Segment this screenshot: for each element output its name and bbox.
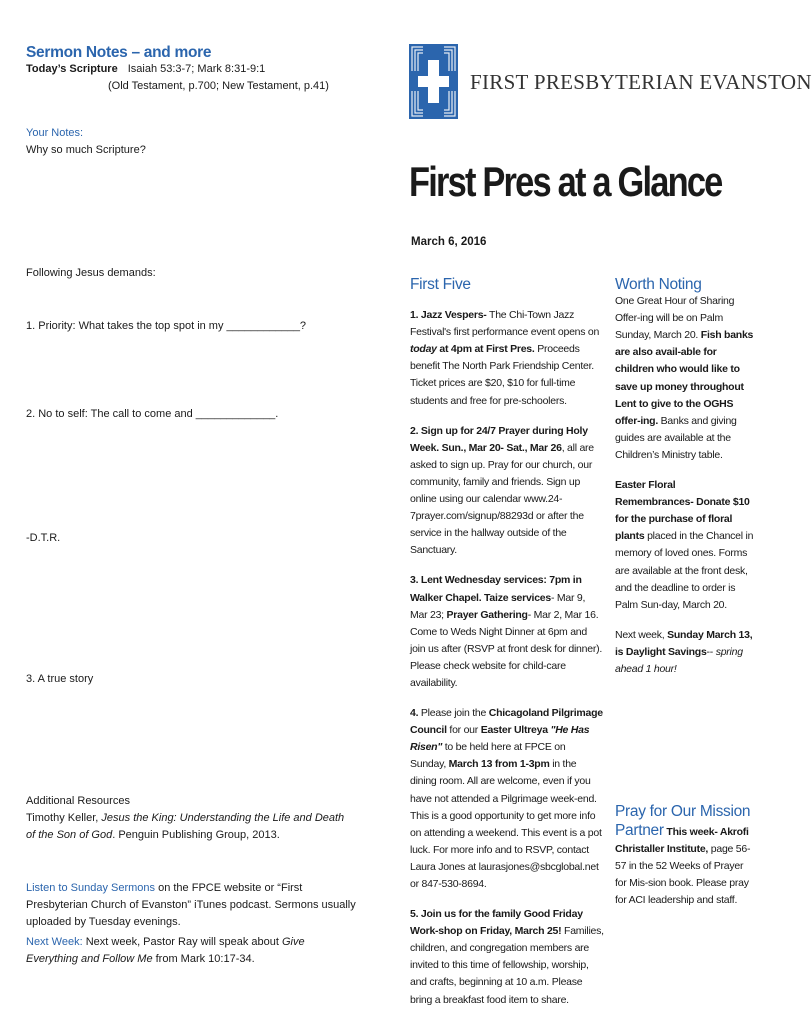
demands-text: Following Jesus demands: — [26, 267, 156, 279]
notes-question: Why so much Scripture? — [26, 144, 146, 156]
first-five-item-1: 1. Jazz Vespers- The Chi-Town Jazz Festival's first performance event opens on today at 4pm at First Pres. Proceeds benefit The North Park Friendship Center. Ticket prices are $20, $10 for full-time students and free for pre-schoolers. — [410, 309, 600, 407]
resources-book-title: Jesus the King: Understanding the Life and Death of the Son of God — [26, 812, 345, 841]
point-3: 3. A true story — [26, 673, 94, 685]
resources-label: Additional Resources — [26, 795, 130, 807]
worth-noting-heading: Worth Noting — [615, 276, 702, 293]
listen-section — [26, 880, 356, 931]
scripture-pages: (Old Testament, p.700; New Testament, p.41) — [108, 80, 329, 92]
notes-section — [26, 125, 366, 159]
additional-resources — [26, 793, 346, 844]
point-2: 2. No to self: The call to come and _____________. — [26, 408, 279, 420]
mission-heading: Pray for Our Mission Partner — [615, 803, 751, 839]
first-five-item-4: 4. Please join the Chicagoland Pilgrimage Council for our Easter Ultreya "He Has Risen" to be held here at FPCE on Sunday, March 13 from 1-3pm in the dining room. All are welcome, even if you have not attended a Pilgrimage week-end. This is a good opportunity to get more info on attending a weekend. This event is a pot luck. For more info and to RSVP, contact Laura Jones at laurasjones@sbcglobal.net or 847-530-8694. — [410, 707, 603, 890]
next-week-title: Give Everything and Follow Me — [26, 936, 305, 965]
worth-noting-item-1: One Great Hour of Sharing Offer-ing will be on Palm Sunday, March 20. Fish banks are also avail-able for children who would like to save up money throughout Lent to give to the OGHS offer-ing. Banks and giving guides are available at the Children’s Ministry table. — [615, 295, 754, 461]
first-five-item-5: 5. Join us for the family Good Friday Work-shop on Friday, March 25! Families, children, and congregation members are invited to this time of fellowship, worship, and crafts, beginning at 10 a.m. Please bring a breakfast food item to share. — [410, 908, 604, 1006]
first-five-heading: First Five — [410, 276, 471, 293]
sermon-notes-header — [26, 44, 366, 95]
listen-link[interactable]: Listen to Sunday Sermons — [26, 882, 156, 894]
brand-name: FIRST PRESBYTERIAN EVANSTON — [470, 70, 812, 94]
worth-noting-item-3: Next week, Sunday March 13, is Daylight Savings-- spring ahead 1 hour! — [615, 628, 753, 675]
notes-label: Your Notes: — [26, 127, 84, 139]
first-five-column — [410, 276, 604, 1022]
mission-partner-section: Pray for Our Mission Partner This week- Akrofi Christaller Institute, page 56-57 in the 52 Weeks of Prayer for Mis-sion book. Please pray for ACI leadership and staff. — [615, 803, 751, 906]
next-week-section: Next Week: Next week, Pastor Ray will speak about Give Everything and Follow Me from Mark 10:17-34. — [26, 936, 305, 965]
worth-noting-item-2: Easter Floral Remembrances- Donate $10 for the purchase of floral plants placed in the Chancel in memory of loved ones. Forms are available at the front desk, and the deadline to order is Palm Sun-day, March 20. — [615, 479, 754, 611]
page-title: First Pres at a Glance — [409, 158, 722, 205]
scripture-label: Today’s Scripture — [26, 63, 118, 75]
point-dtr: -D.T.R. — [26, 532, 61, 544]
first-five-item-2: 2. Sign up for 24/7 Prayer during Holy Week. Sun., Mar 20- Sat., Mar 26, all are asked to sign up. Pray for our church, our community, family and friends. Sign up online using our calendar www.24-7prayer.com/signup/88293d or after the service in the hallway outside of the Sanctuary. — [410, 424, 594, 557]
point-1: 1. Priority: What takes the top spot in my ____________? — [26, 320, 307, 332]
first-five-item-3: 3. Lent Wednesday services: 7pm in Walker Chapel. Taize services- Mar 9, Mar 23; Prayer Gathering- Mar 2, Mar 16. Come to Weds Night Dinner at 6pm and join us after (RSVP at front desk for dinner). Please check website for child-care availability. — [410, 574, 602, 689]
worth-noting-column — [615, 276, 755, 691]
sermon-heading: Sermon Notes – and more — [26, 44, 212, 61]
listen-text: on the FPCE website or “First Presbyterian Church of Evanston” iTunes podcast. Sermons usually uploaded by Tuesday evenings. — [26, 882, 356, 928]
bulletin-date: March 6, 2016 — [411, 236, 487, 248]
next-week-label: Next Week: — [26, 936, 83, 948]
scripture-refs: Isaiah 53:3-7; Mark 8:31-9:1 — [127, 63, 266, 75]
resources-citation: Timothy Keller, Jesus the King: Understanding the Life and Death of the Son of God. Penguin Publishing Group, 2013. — [26, 812, 345, 841]
scripture-row — [26, 61, 366, 78]
church-logo-icon — [409, 44, 458, 119]
